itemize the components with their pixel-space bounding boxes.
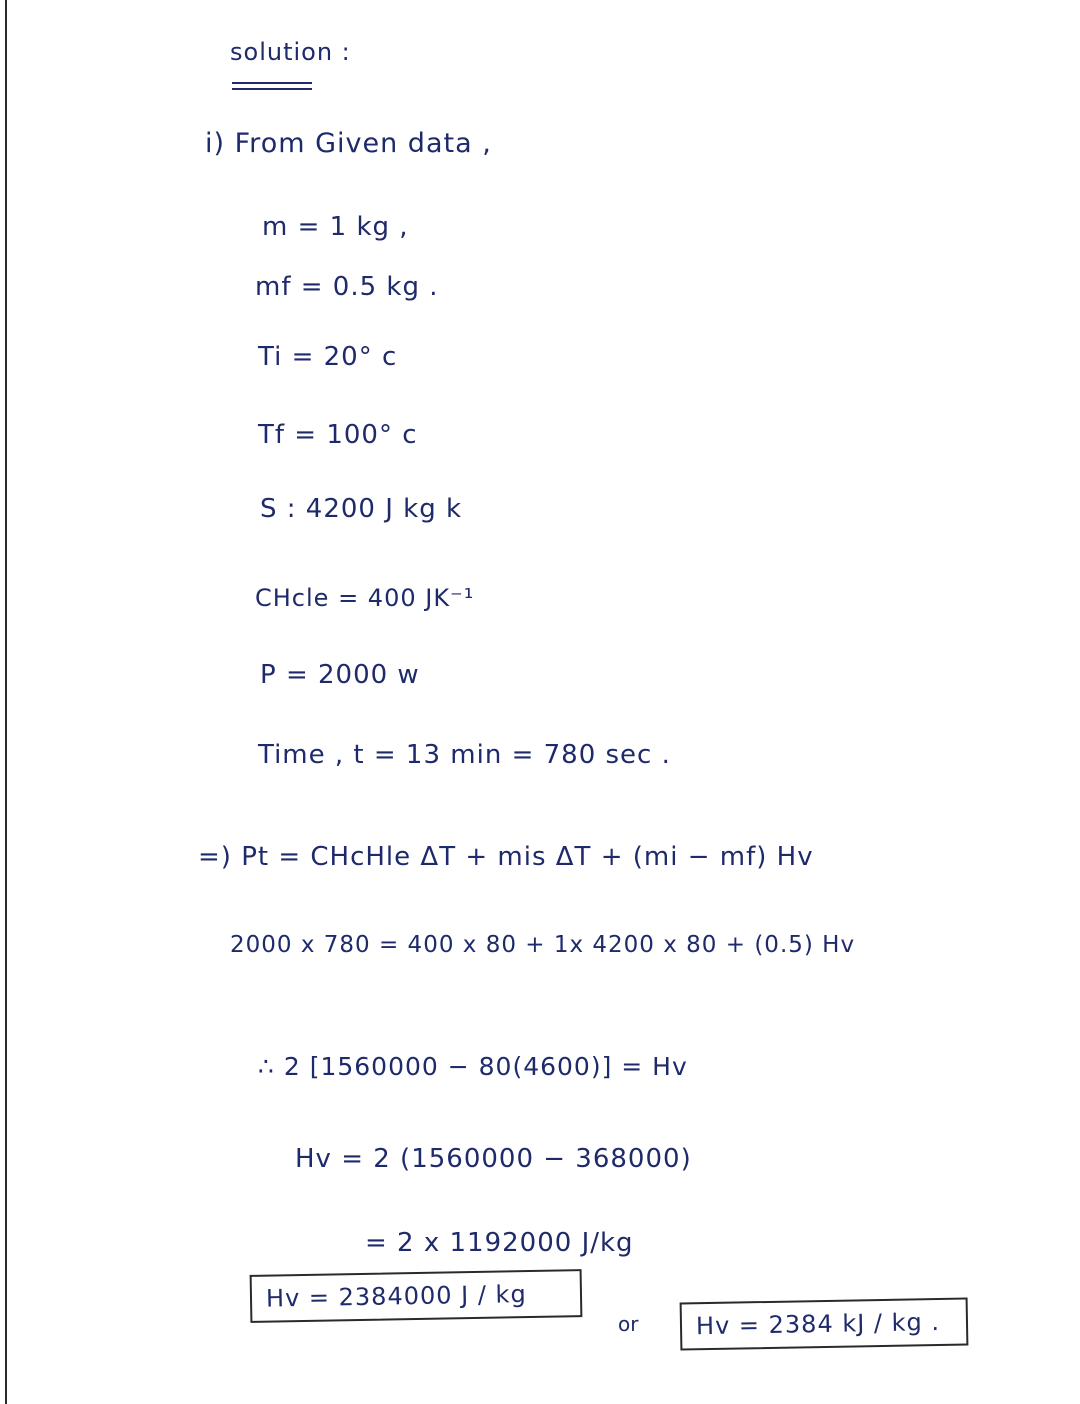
energy-equation: =) Pt = CHcHle ΔT + mis ΔT + (mi − mf) Hv	[198, 842, 814, 872]
rearranged-equation: ∴ 2 [1560000 − 80(4600)] = Hv	[258, 1052, 688, 1081]
given-power: P = 2000 w	[260, 660, 420, 690]
page-edge-line	[5, 0, 7, 1404]
alternate-answer-box: Hv = 2384 kJ / kg .	[680, 1297, 969, 1350]
given-time: Time , t = 13 min = 780 sec .	[258, 740, 671, 770]
or-label: or	[618, 1312, 639, 1336]
step-intro: i) From Given data ,	[205, 128, 492, 159]
heading-double-underline	[232, 82, 312, 92]
simplified-equation: Hv = 2 (1560000 − 368000)	[295, 1144, 692, 1174]
given-final-temp: Tf = 100° c	[258, 420, 418, 450]
solution-heading: solution :	[230, 38, 351, 66]
substitution-equation: 2000 x 780 = 400 x 80 + 1x 4200 x 80 + (0.5) Hv	[230, 932, 856, 958]
given-initial-temp: Ti = 20° c	[258, 342, 398, 372]
final-answer-box: Hv = 2384000 J / kg	[250, 1269, 583, 1323]
given-mass: m = 1 kg ,	[262, 212, 409, 242]
given-kettle-capacity: CHcle = 400 JK⁻¹	[255, 584, 475, 612]
product-equation: = 2 x 1192000 J/kg	[365, 1228, 634, 1258]
given-final-mass: mf = 0.5 kg .	[255, 272, 439, 302]
given-specific-heat: S : 4200 J kg k	[260, 494, 463, 524]
